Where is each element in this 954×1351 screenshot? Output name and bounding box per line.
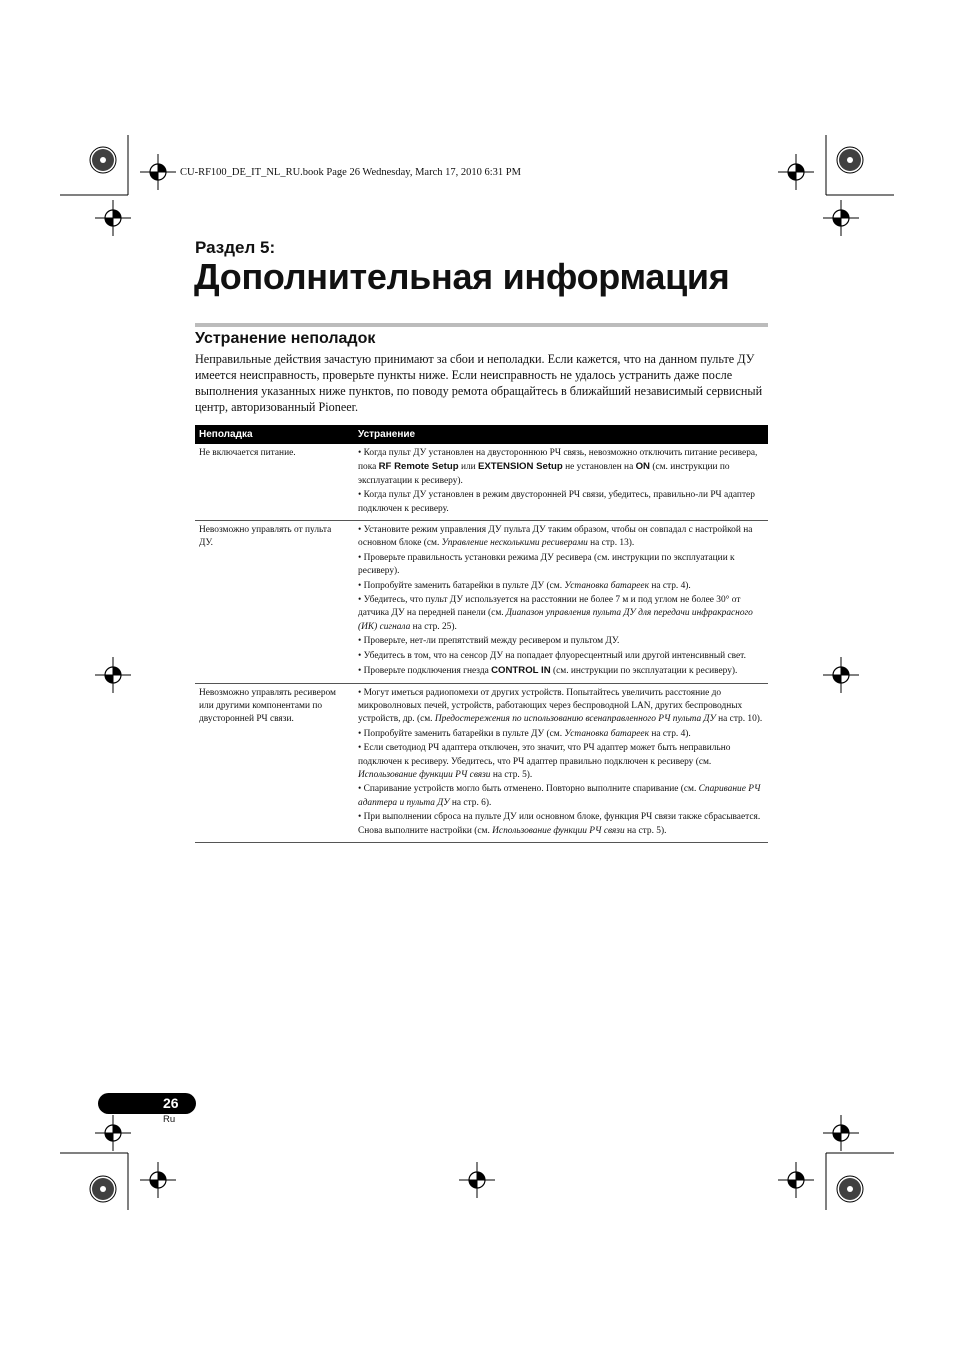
- remedy-text: не установлен на: [562, 462, 636, 473]
- cross-reference: Использование функции РЧ связи: [358, 769, 491, 780]
- section-label: Раздел 5:: [195, 238, 276, 257]
- remedy-text: • Спаривание устройств могло быть отменено. Повторно выполните спаривание (см.: [358, 784, 699, 795]
- remedy-text: на стр. 6).: [449, 797, 492, 808]
- cross-reference: Установка батареек: [564, 580, 649, 591]
- file-info-line: CU-RF100_DE_IT_NL_RU.book Page 26 Wednesday, March 17, 2010 6:31 PM: [180, 167, 521, 178]
- setting-name: EXTENSION Setup: [478, 461, 563, 473]
- remedy-text: (см. инструкции по эксплуатации к ресиверу).: [358, 462, 730, 486]
- remedy-text: (см. инструкции по эксплуатации к ресиверу).: [550, 666, 738, 677]
- table-header-row: [195, 425, 768, 444]
- remedy-text: на стр. 13).: [587, 538, 635, 549]
- table-row: [195, 683, 768, 842]
- setting-name: ON: [635, 461, 650, 473]
- remedy-text: на стр. 5).: [490, 769, 533, 780]
- troubleshooting-table: [195, 425, 768, 843]
- problem-cell: Невозможно управлять ресивером или другими компонентами по двусторонней РЧ связи.: [195, 683, 354, 842]
- remedy-text: • Проверьте правильность установки режима ДУ ресивера (см. инструкции по эксплуатации к ресиверу).: [358, 552, 735, 577]
- remedy-text: на стр. 10).: [715, 714, 763, 725]
- problem-cell: Невозможно управлять от пульта ДУ.: [195, 521, 354, 683]
- remedy-cell: [354, 444, 768, 521]
- remedy-item: [358, 489, 764, 516]
- intro-paragraph: Неправильные действия зачастую принимают за сбои и неполадки. Если кажется, что на данном пульте ДУ имеется неисправность, проверьте пункты ниже. Если неисправность не удалось устранить даже после выполнения указанных ниже пунктов, по поводу ремота обращайтесь в ближайший независимый сервисный центр, авторизованный Pioneer.: [195, 352, 763, 414]
- cross-reference: Предостережения по использованию всенаправленного РЧ пульта ДУ: [434, 714, 716, 725]
- remedy-text: • При выполнении сброса на пульте ДУ или основном блоке, функция РЧ связи также сбрасывается. Снова выполните настройки (см.: [358, 812, 761, 836]
- cross-reference: Установка батареек: [564, 728, 649, 739]
- problem-cell: Не включается питание.: [195, 444, 354, 521]
- remedy-text: • Установите режим управления ДУ пульта ДУ таким образом, чтобы он совпадал с настройкой на основном блоке (см.: [358, 525, 753, 549]
- cross-reference: Диапазон управления пульта ДУ для передачи инфракрасного (ИК) сигнала: [358, 608, 753, 632]
- remedy-text: • Проверьте подключения гнезда: [358, 666, 492, 677]
- cross-reference: Использование функции РЧ связи: [492, 825, 625, 836]
- remedy-item: [358, 811, 764, 838]
- remedy-item: [358, 664, 764, 678]
- remedy-item: [358, 783, 764, 810]
- remedy-item: [358, 635, 764, 648]
- remedy-text: на стр. 25).: [410, 621, 457, 632]
- setting-name: CONTROL IN: [491, 665, 551, 677]
- setting-name: RF Remote Setup: [378, 461, 459, 473]
- remedy-item: [358, 728, 764, 741]
- remedy-item: [358, 687, 764, 727]
- remedy-text: • Попробуйте заменить батарейки в пульте ДУ (см.: [358, 728, 565, 739]
- remedy-text: на стр. 5).: [624, 825, 667, 836]
- remedy-text: • Попробуйте заменить батарейки в пульте ДУ (см.: [358, 580, 565, 591]
- remedy-text: • Проверьте, нет-ли препятствий между ресивером и пультом ДУ.: [358, 636, 620, 647]
- column-header-problem: Неполадка: [195, 425, 354, 444]
- table-row: [195, 521, 768, 683]
- table-row: [195, 444, 768, 521]
- column-header-remedy: Устранение: [354, 425, 768, 444]
- remedy-text: • Убедитесь в том, что на сенсор ДУ на попадает флуоресцентный или другой интенсивный свет.: [358, 650, 746, 661]
- remedy-item: [358, 580, 764, 593]
- remedy-cell: [354, 683, 768, 842]
- table-body: [195, 444, 768, 842]
- cross-reference: Спаривание РЧ адаптера и пульта ДУ: [358, 784, 761, 808]
- cross-reference: Управление несколькими ресиверами: [441, 538, 588, 549]
- remedy-cell: [354, 521, 768, 683]
- page-language: Ru: [163, 1114, 176, 1125]
- remedy-item: [358, 447, 764, 488]
- remedy-item: [358, 742, 764, 782]
- remedy-item: [358, 650, 764, 663]
- remedy-item: [358, 524, 764, 551]
- heading-rule: [195, 323, 768, 327]
- remedy-text: или: [458, 462, 478, 473]
- remedy-text: • Могут иметься радиопомехи от других устройств. Попытайтесь увеличить расстояние до микроволновых печей, устройств, работающих через беспроводной LAN, других беспроводных устройств, др. (см.: [358, 687, 743, 725]
- remedy-text: • Когда пульт ДУ установлен в режим двусторонней РЧ связи, убедитесь, правильно-ли РЧ адаптер подключен к ресиверу.: [358, 490, 755, 514]
- remedy-text: • Если светодиод РЧ адаптера отключен, это значит, что РЧ адаптер может быть неправильно подключен к ресиверу. Убедитесь, что РЧ адаптер правильно подключен к ресиверу (см.: [358, 743, 731, 767]
- remedy-item: [358, 552, 764, 579]
- page-number: 26: [163, 1095, 179, 1111]
- page-title: Дополнительная информация: [194, 256, 730, 297]
- remedy-text: на стр. 4).: [648, 728, 691, 739]
- remedy-text: • Убедитесь, что пульт ДУ используется на расстоянии не более 7 м и под углом не более 30° от датчика ДУ на передней панели (см.: [358, 595, 741, 619]
- remedy-text: на стр. 4).: [648, 580, 691, 591]
- remedy-item: [358, 594, 764, 634]
- remedy-text: • Когда пульт ДУ установлен на двустороннюю РЧ связь, невозможно отключить питание ресивера, пока: [358, 448, 758, 473]
- troubleshooting-heading: Устранение неполадок: [195, 330, 376, 347]
- page-number-badge: [98, 1093, 196, 1114]
